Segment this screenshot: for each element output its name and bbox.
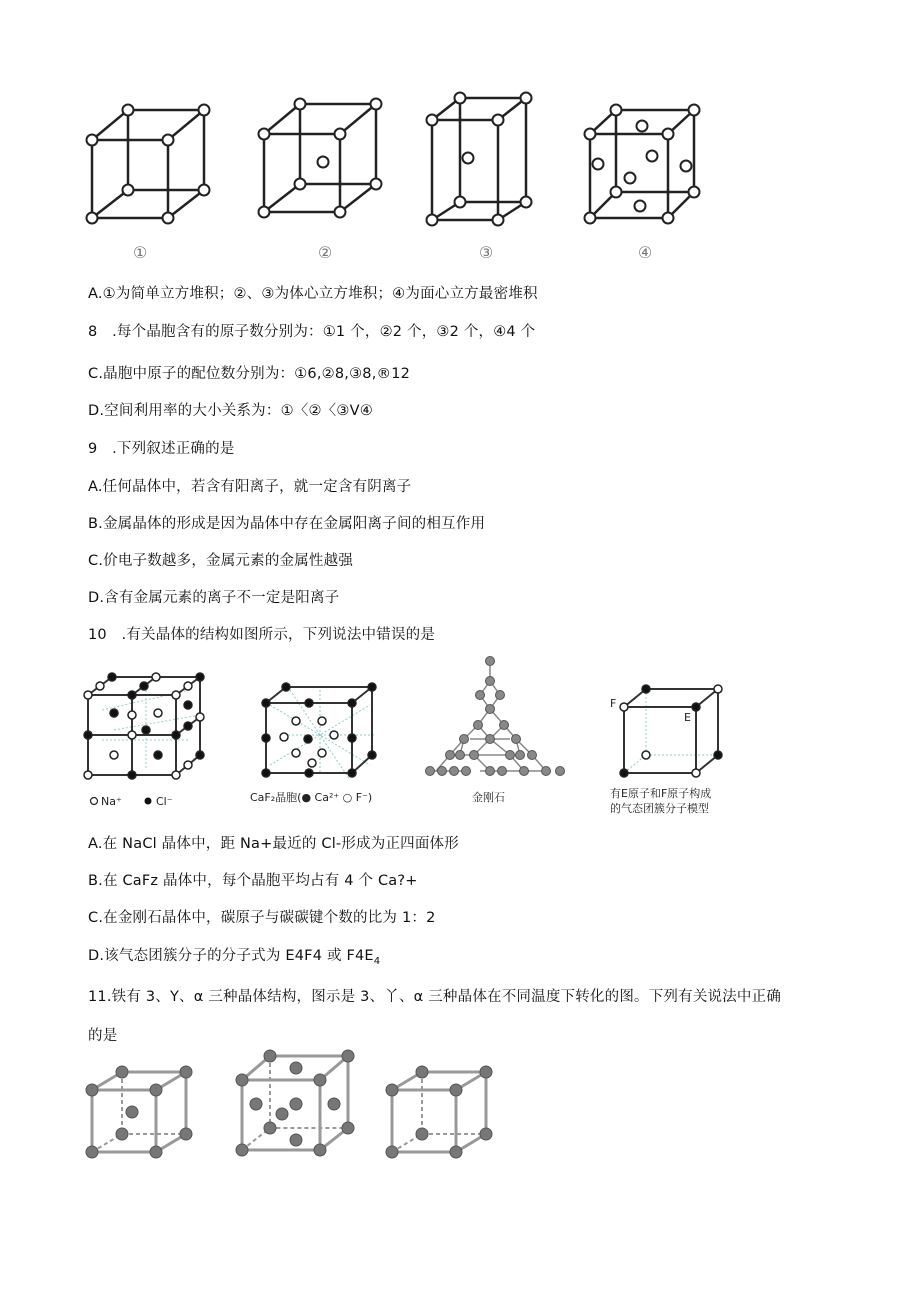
- figure-label-3: ③: [478, 243, 494, 262]
- q10-option-c: C.在金刚石晶体中，碳原子与碳碳键个数的比为 1：2: [88, 910, 436, 926]
- cluster-molecule: [610, 685, 722, 815]
- q9-stem: 9 .下列叙述正确的是: [88, 441, 235, 457]
- cluster-label-f: F: [610, 697, 617, 710]
- q8-option-c: C.晶胞中原子的配位数分别为：①6,②8,③8,®12: [88, 366, 411, 382]
- q9-option-d: D.含有金属元素的离子不一定是阳离子: [88, 590, 340, 606]
- figure-label-2: ②: [317, 243, 333, 262]
- q11-stem-line-2: 的是: [88, 1028, 118, 1044]
- q9-option-b: B.金属晶体的形成是因为晶体中存在金属阳离子间的相互作用: [88, 516, 486, 532]
- cluster-label-e: E: [684, 711, 691, 724]
- cluster-caption-line-2: 的气态团簇分子模型: [610, 802, 709, 815]
- lattice-figures-row-1: [80, 92, 720, 267]
- iron-bcc-cell: [92, 1072, 186, 1152]
- q10-stem: 10 .有关晶体的结构如图所示，下列说法中错误的是: [88, 627, 436, 643]
- q8-option-b: 8 .每个晶胞含有的原子数分别为：①1 个，②2 个，③2 个，④4 个: [88, 324, 536, 340]
- q10-option-b: B.在 CaFz 晶体中，每个晶胞平均占有 4 个 Ca?+: [88, 873, 418, 889]
- figure-label-4: ④: [637, 243, 653, 262]
- caf2-caption: CaF₂晶胞(● Ca²⁺ ○ F⁻): [250, 791, 373, 804]
- q9-option-a: A.任何晶体中，若含有阳离子，就一定含有阴离子: [88, 479, 412, 495]
- q7-option-a: A.①为简单立方堆积；②、③为体心立方堆积；④为面心立方最密堆积: [88, 286, 538, 302]
- nacl-legend-cl: Cl⁻: [156, 795, 173, 808]
- q10-option-d-subscript: 4: [373, 955, 381, 967]
- q10-option-a: A.在 NaCl 晶体中，距 Na+最近的 Cl-形成为正四面体形: [88, 836, 459, 852]
- q8-option-d: D.空间利用率的大小关系为：①〈②〈③V④: [88, 403, 373, 419]
- q9-option-c: C.价电子数越多，金属元素的金属性越强: [88, 553, 354, 569]
- caf2-lattice: [250, 683, 376, 804]
- iron-bcc-cell-alpha: [392, 1072, 486, 1152]
- q11-stem-line-1: 11.铁有 3、Y、α 三种晶体结构，图示是 3、丫、α 三种晶体在不同温度下转化的图。下列有关说法中正确: [88, 989, 782, 1005]
- nacl-lattice: [84, 673, 204, 808]
- lattice-figures-row-2: [80, 655, 740, 820]
- simple-cubic-cube: [92, 110, 204, 218]
- tall-body-centered-cell: [432, 98, 526, 220]
- iron-structures-row: [80, 1050, 500, 1165]
- diamond-lattice: [426, 657, 565, 805]
- q10-option-d: [88, 944, 380, 967]
- q10-option-d-text: D.该气态团簇分子的分子式为 E4F4 或 F4E: [88, 948, 374, 964]
- diamond-caption: 金刚石: [472, 791, 505, 804]
- cluster-caption-line-1: 有E原子和F原子构成: [610, 787, 712, 800]
- nacl-legend-na: Na⁺: [101, 795, 122, 808]
- figure-label-1: ①: [132, 243, 148, 262]
